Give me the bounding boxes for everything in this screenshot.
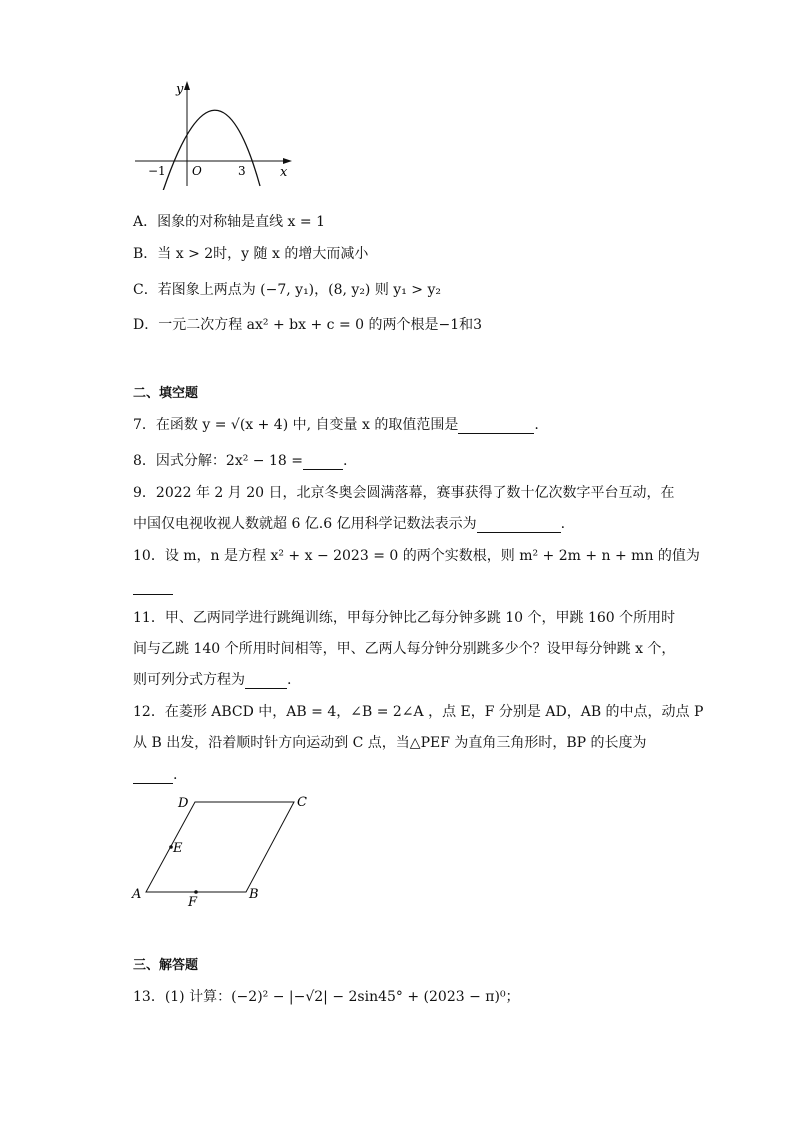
q11-answer-blank[interactable] [245, 674, 287, 689]
rhombus-abcd [146, 802, 294, 892]
parabola-graph [130, 78, 300, 190]
left-root-label: −1 [148, 164, 166, 178]
question-7 [133, 416, 539, 434]
option-a: A．图象的对称轴是直线 x = 1 [133, 214, 325, 230]
option-b: B．当 x > 2时，y 随 x 的增大而减小 [133, 246, 369, 262]
q8-answer-blank[interactable] [303, 455, 343, 470]
right-root-label: 3 [238, 164, 246, 178]
question-13: 13．(1) 计算：(−2)² − |−√2| − 2sin45° + (2023 − π)⁰； [133, 989, 520, 1005]
question-8 [133, 452, 347, 470]
x-axis-arrow [283, 158, 292, 164]
question-12-line1: 12．在菱形 ABCD 中，AB = 4，∠B = 2∠A ，点 E，F 分别是 AD，AB 的中点，动点 P [133, 704, 704, 720]
q8-end: . [342, 453, 348, 469]
q9-end: . [560, 516, 566, 532]
question-11-line1: 11．甲、乙两同学进行跳绳训练，甲每分钟比乙每分钟多跳 10 个，甲跳 160 个所用时 [133, 610, 676, 626]
q7-answer-blank[interactable] [458, 419, 534, 434]
q12-answer-blank[interactable] [133, 769, 173, 784]
option-c: C．若图象上两点为 (−7, y₁)，(8, y₂) 则 y₁ > y₂ [133, 282, 441, 298]
x-axis-label: x [280, 165, 288, 180]
q7-end: . [534, 417, 539, 433]
y-axis-label: y [176, 82, 184, 97]
q10-answer-blank[interactable] [133, 580, 173, 595]
q8-text: 8．因式分解：2x² − 18 = [133, 453, 303, 469]
question-10-line2 [133, 577, 173, 595]
label-f: F [188, 895, 198, 908]
question-11-line3 [133, 671, 291, 689]
rhombus-figure [128, 790, 318, 908]
label-a: A [132, 887, 142, 902]
parabola-curve [163, 110, 260, 190]
label-b: B [249, 887, 259, 902]
y-axis-arrow [184, 81, 190, 90]
question-9-line2 [133, 515, 565, 533]
question-12-line3 [133, 766, 177, 784]
q9-answer-blank[interactable] [477, 518, 561, 533]
q11-text: 则可列分式方程为 [133, 672, 245, 688]
q9-text: 中国仅电视收视人数就超 6 亿.6 亿用科学记数法表示为 [133, 516, 477, 532]
section-answer-title: 三、解答题 [133, 958, 199, 973]
label-c: C [297, 795, 307, 810]
point-f [194, 890, 198, 894]
section-fill-in-title: 二、填空题 [133, 386, 199, 401]
q11-end: . [287, 672, 292, 688]
question-12-line2: 从 B 出发，沿着顺时针方向运动到 C 点，当△PEF 为直角三角形时，BP 的长度为 [133, 735, 647, 751]
label-e: E [173, 841, 183, 856]
question-11-line2: 间与乙跳 140 个所用时间相等，甲、乙两人每分钟分别跳多少个？设甲每分钟跳 x 个， [133, 641, 676, 657]
q12-end: . [173, 767, 178, 783]
origin-label: O [192, 164, 202, 178]
question-9-line1: 9．2022 年 2 月 20 日，北京冬奥会圆满落幕，赛事获得了数十亿次数字平台互动，在 [133, 485, 675, 501]
label-d: D [178, 796, 189, 811]
q7-text: 7．在函数 y = √(x + 4) 中, 自变量 x 的取值范围是 [133, 417, 459, 433]
question-10-line1: 10．设 m，n 是方程 x² + x − 2023 = 0 的两个实数根，则 m² + 2m + n + mn 的值为 [133, 548, 700, 564]
option-d: D．一元二次方程 ax² + bx + c = 0 的两个根是−1和3 [133, 317, 483, 333]
